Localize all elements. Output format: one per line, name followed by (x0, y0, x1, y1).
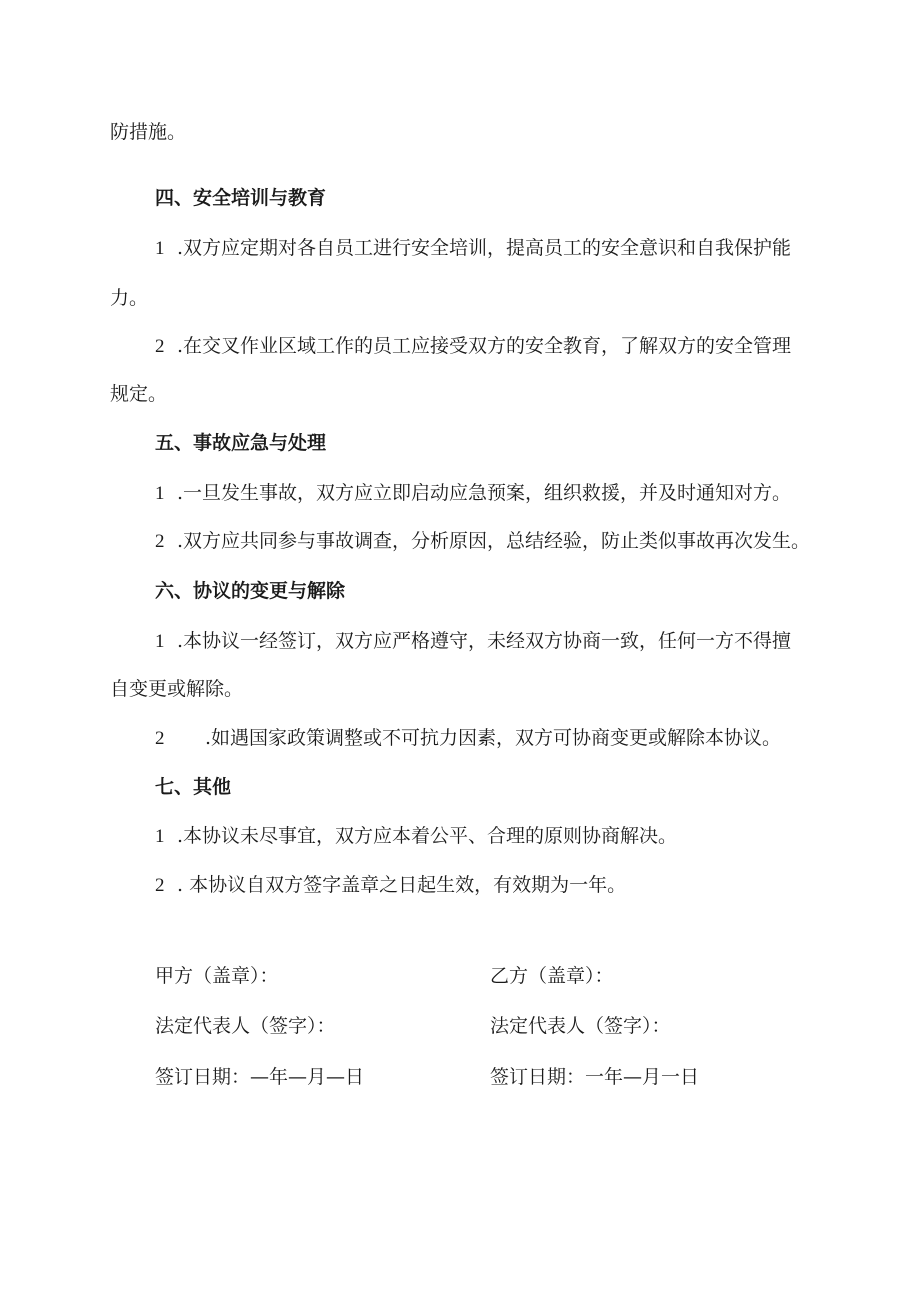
party-b-seal-label: 乙方（盖章）： (490, 965, 614, 987)
item-number: 2 (155, 875, 165, 896)
section-heading-6: 六、协议的变更与解除 (155, 580, 346, 602)
item-number: 1 (155, 483, 165, 504)
section-heading-5: 五、事故应急与处理 (155, 432, 327, 454)
paragraph-5-1 (155, 480, 791, 507)
paragraph-7-2 (155, 872, 626, 899)
intro-tail-text: 防措施。 (110, 121, 187, 143)
item-number: 1 (155, 238, 165, 259)
item-number: 2 (155, 531, 165, 552)
paragraph-4-2 (155, 333, 791, 360)
item-number: 1 (155, 826, 165, 847)
party-a-date-label: 签订日期：—年—月—日 (155, 1066, 365, 1088)
party-a-seal-label: 甲方（盖章）： (155, 965, 279, 987)
paragraph-6-1-continuation: 自变更或解除。 (110, 678, 244, 700)
paragraph-5-2 (155, 528, 810, 555)
paragraph-4-1-continuation: 力。 (110, 287, 149, 309)
party-b-representative-label: 法定代表人（签字）： (490, 1015, 671, 1037)
item-number: 2 (155, 336, 165, 357)
item-number: 2 (155, 728, 165, 749)
paragraph-7-1 (155, 823, 677, 850)
party-b-date-label: 签订日期：一年—月一日 (490, 1066, 700, 1088)
paragraph-text: .双方应定期对各自员工进行安全培训，提高员工的安全意识和自我保护能 (177, 237, 792, 259)
paragraph-4-2-continuation: 规定。 (110, 383, 168, 405)
paragraph-text: .本协议一经签订，双方应严格遵守，未经双方协商一致，任何一方不得擅 (177, 630, 792, 652)
paragraph-text: .本协议未尽事宜，双方应本着公平、合理的原则协商解决。 (177, 825, 678, 847)
paragraph-text: .在交叉作业区域工作的员工应接受双方的安全教育，了解双方的安全管理 (177, 335, 792, 357)
paragraph-text: .如遇国家政策调整或不可抗力因素，双方可协商变更或解除本协议。 (205, 727, 782, 749)
paragraph-6-1 (155, 628, 791, 655)
paragraph-6-2 (155, 725, 781, 752)
paragraph-4-1 (155, 235, 791, 262)
section-heading-4: 四、安全培训与教育 (155, 187, 327, 209)
paragraph-text: . 本协议自双方签字盖章之日起生效，有效期为一年。 (177, 874, 627, 896)
paragraph-text: .双方应共同参与事故调查，分析原因，总结经验，防止类似事故再次发生。 (177, 530, 811, 552)
party-a-representative-label: 法定代表人（签字）： (155, 1015, 336, 1037)
paragraph-text: .一旦发生事故，双方应立即启动应急预案，组织救援，并及时通知对方。 (177, 482, 792, 504)
item-number: 1 (155, 631, 165, 652)
section-heading-7: 七、其他 (155, 776, 232, 798)
